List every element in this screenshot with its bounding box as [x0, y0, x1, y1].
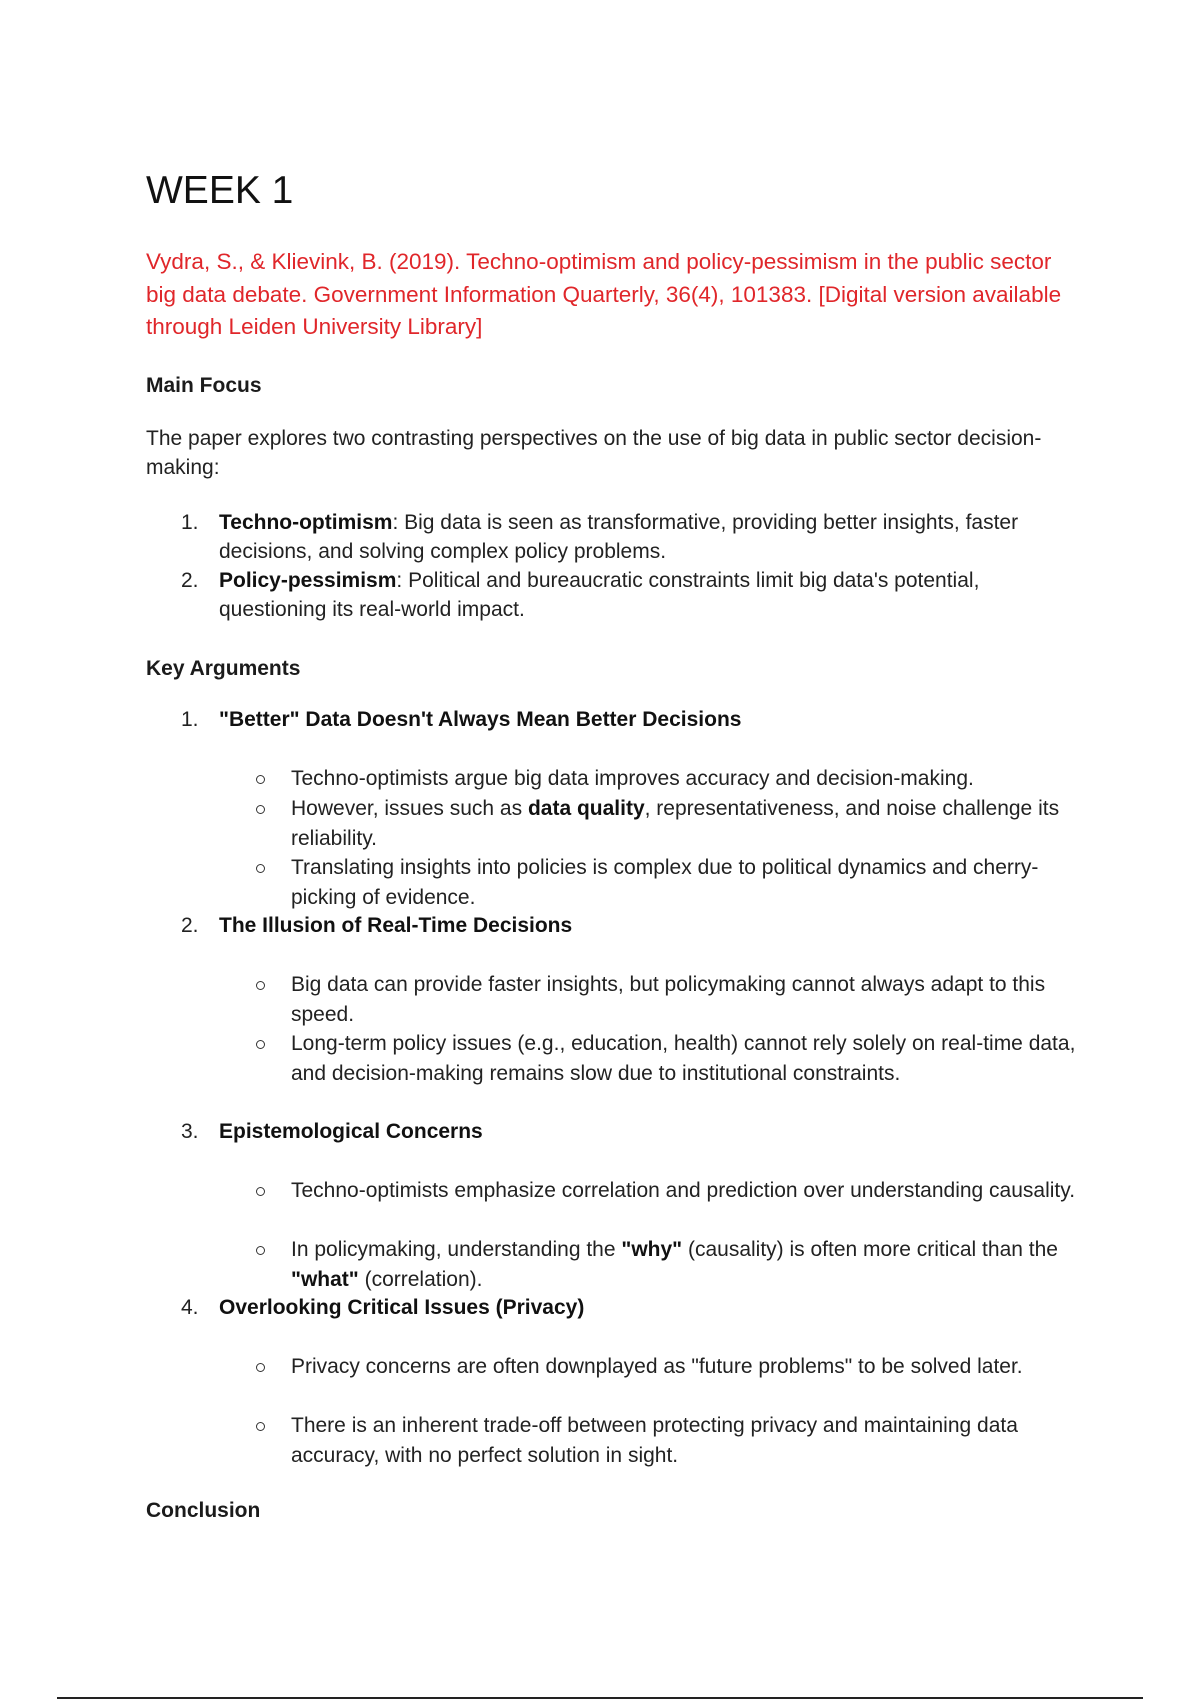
argument-item [146, 706, 1076, 735]
argument-number: 4. [181, 1296, 199, 1319]
list-item [146, 567, 1076, 624]
main-focus-intro: The paper explores two contrasting perspectives on the use of big data in public sector decision-making: [146, 427, 1042, 479]
hollow-bullet-icon [256, 1040, 265, 1049]
hollow-bullet-icon [256, 805, 265, 814]
argument-item [146, 1294, 1076, 1323]
argument-number: 2. [181, 914, 199, 937]
argument-title: Epistemological Concerns [219, 1120, 483, 1143]
sub-bullet: Techno-optimists emphasize correlation and prediction over understanding causality. [146, 1176, 1076, 1206]
list-number: 2. [181, 569, 199, 592]
list-text: : Big data is seen as transformative, providing better insights, faster decisions, and solving complex policy problems. [219, 511, 1019, 563]
list-text: : Political and bureaucratic constraints limit big data's potential, questioning its real-world impact. [219, 569, 980, 621]
sub-bullet: However, issues such as data quality, representativeness, and noise challenge its reliability. [146, 794, 1076, 853]
main-focus-heading: Main Focus [146, 374, 262, 397]
sub-bullet: Big data can provide faster insights, but policymaking cannot always adapt to this speed. [146, 970, 1076, 1029]
sub-bullet: There is an inherent trade-off between protecting privacy and maintaining data accuracy, with no perfect solution in sight. [146, 1411, 1076, 1470]
sub-bullet: Techno-optimists argue big data improves accuracy and decision-making. [146, 764, 1076, 794]
conclusion-heading: Conclusion [146, 1499, 261, 1522]
list-number: 1. [181, 511, 199, 534]
sub-bullet: In policymaking, understanding the "why" (causality) is often more critical than the "what" (correlation). [146, 1235, 1076, 1294]
argument-title: The Illusion of Real-Time Decisions [219, 914, 573, 937]
argument-title: "Better" Data Doesn't Always Mean Better Decisions [219, 708, 742, 731]
argument-item [146, 912, 1076, 941]
list-term: Policy-pessimism [219, 569, 397, 592]
sub-bullet: Privacy concerns are often downplayed as "future problems" to be solved later. [146, 1352, 1076, 1382]
hollow-bullet-icon [256, 1363, 265, 1372]
citation: Vydra, S., & Klievink, B. (2019). Techno-optimism and policy-pessimism in the public sector big data debate. Government Information Quarterly, 36(4), 101383. [Digital version available through Leiden University Library] [146, 249, 1062, 339]
page-bottom-rule [57, 1697, 1143, 1699]
sub-bullet: Translating insights into policies is complex due to political dynamics and cherry-picking of evidence. [146, 853, 1076, 912]
argument-number: 3. [181, 1120, 199, 1143]
argument-number: 1. [181, 708, 199, 731]
hollow-bullet-icon [256, 775, 265, 784]
list-item [146, 509, 1076, 566]
hollow-bullet-icon [256, 864, 265, 873]
argument-item [146, 1118, 1076, 1147]
page-title: WEEK 1 [146, 169, 294, 212]
key-arguments-heading: Key Arguments [146, 657, 301, 680]
argument-title: Overlooking Critical Issues (Privacy) [219, 1296, 585, 1319]
hollow-bullet-icon [256, 1187, 265, 1196]
hollow-bullet-icon [256, 1246, 265, 1255]
sub-bullet: Long-term policy issues (e.g., education, health) cannot rely solely on real-time data, and decision-making remains slow due to institutional constraints. [146, 1029, 1076, 1088]
list-term: Techno-optimism [219, 511, 393, 534]
hollow-bullet-icon [256, 1422, 265, 1431]
hollow-bullet-icon [256, 981, 265, 990]
